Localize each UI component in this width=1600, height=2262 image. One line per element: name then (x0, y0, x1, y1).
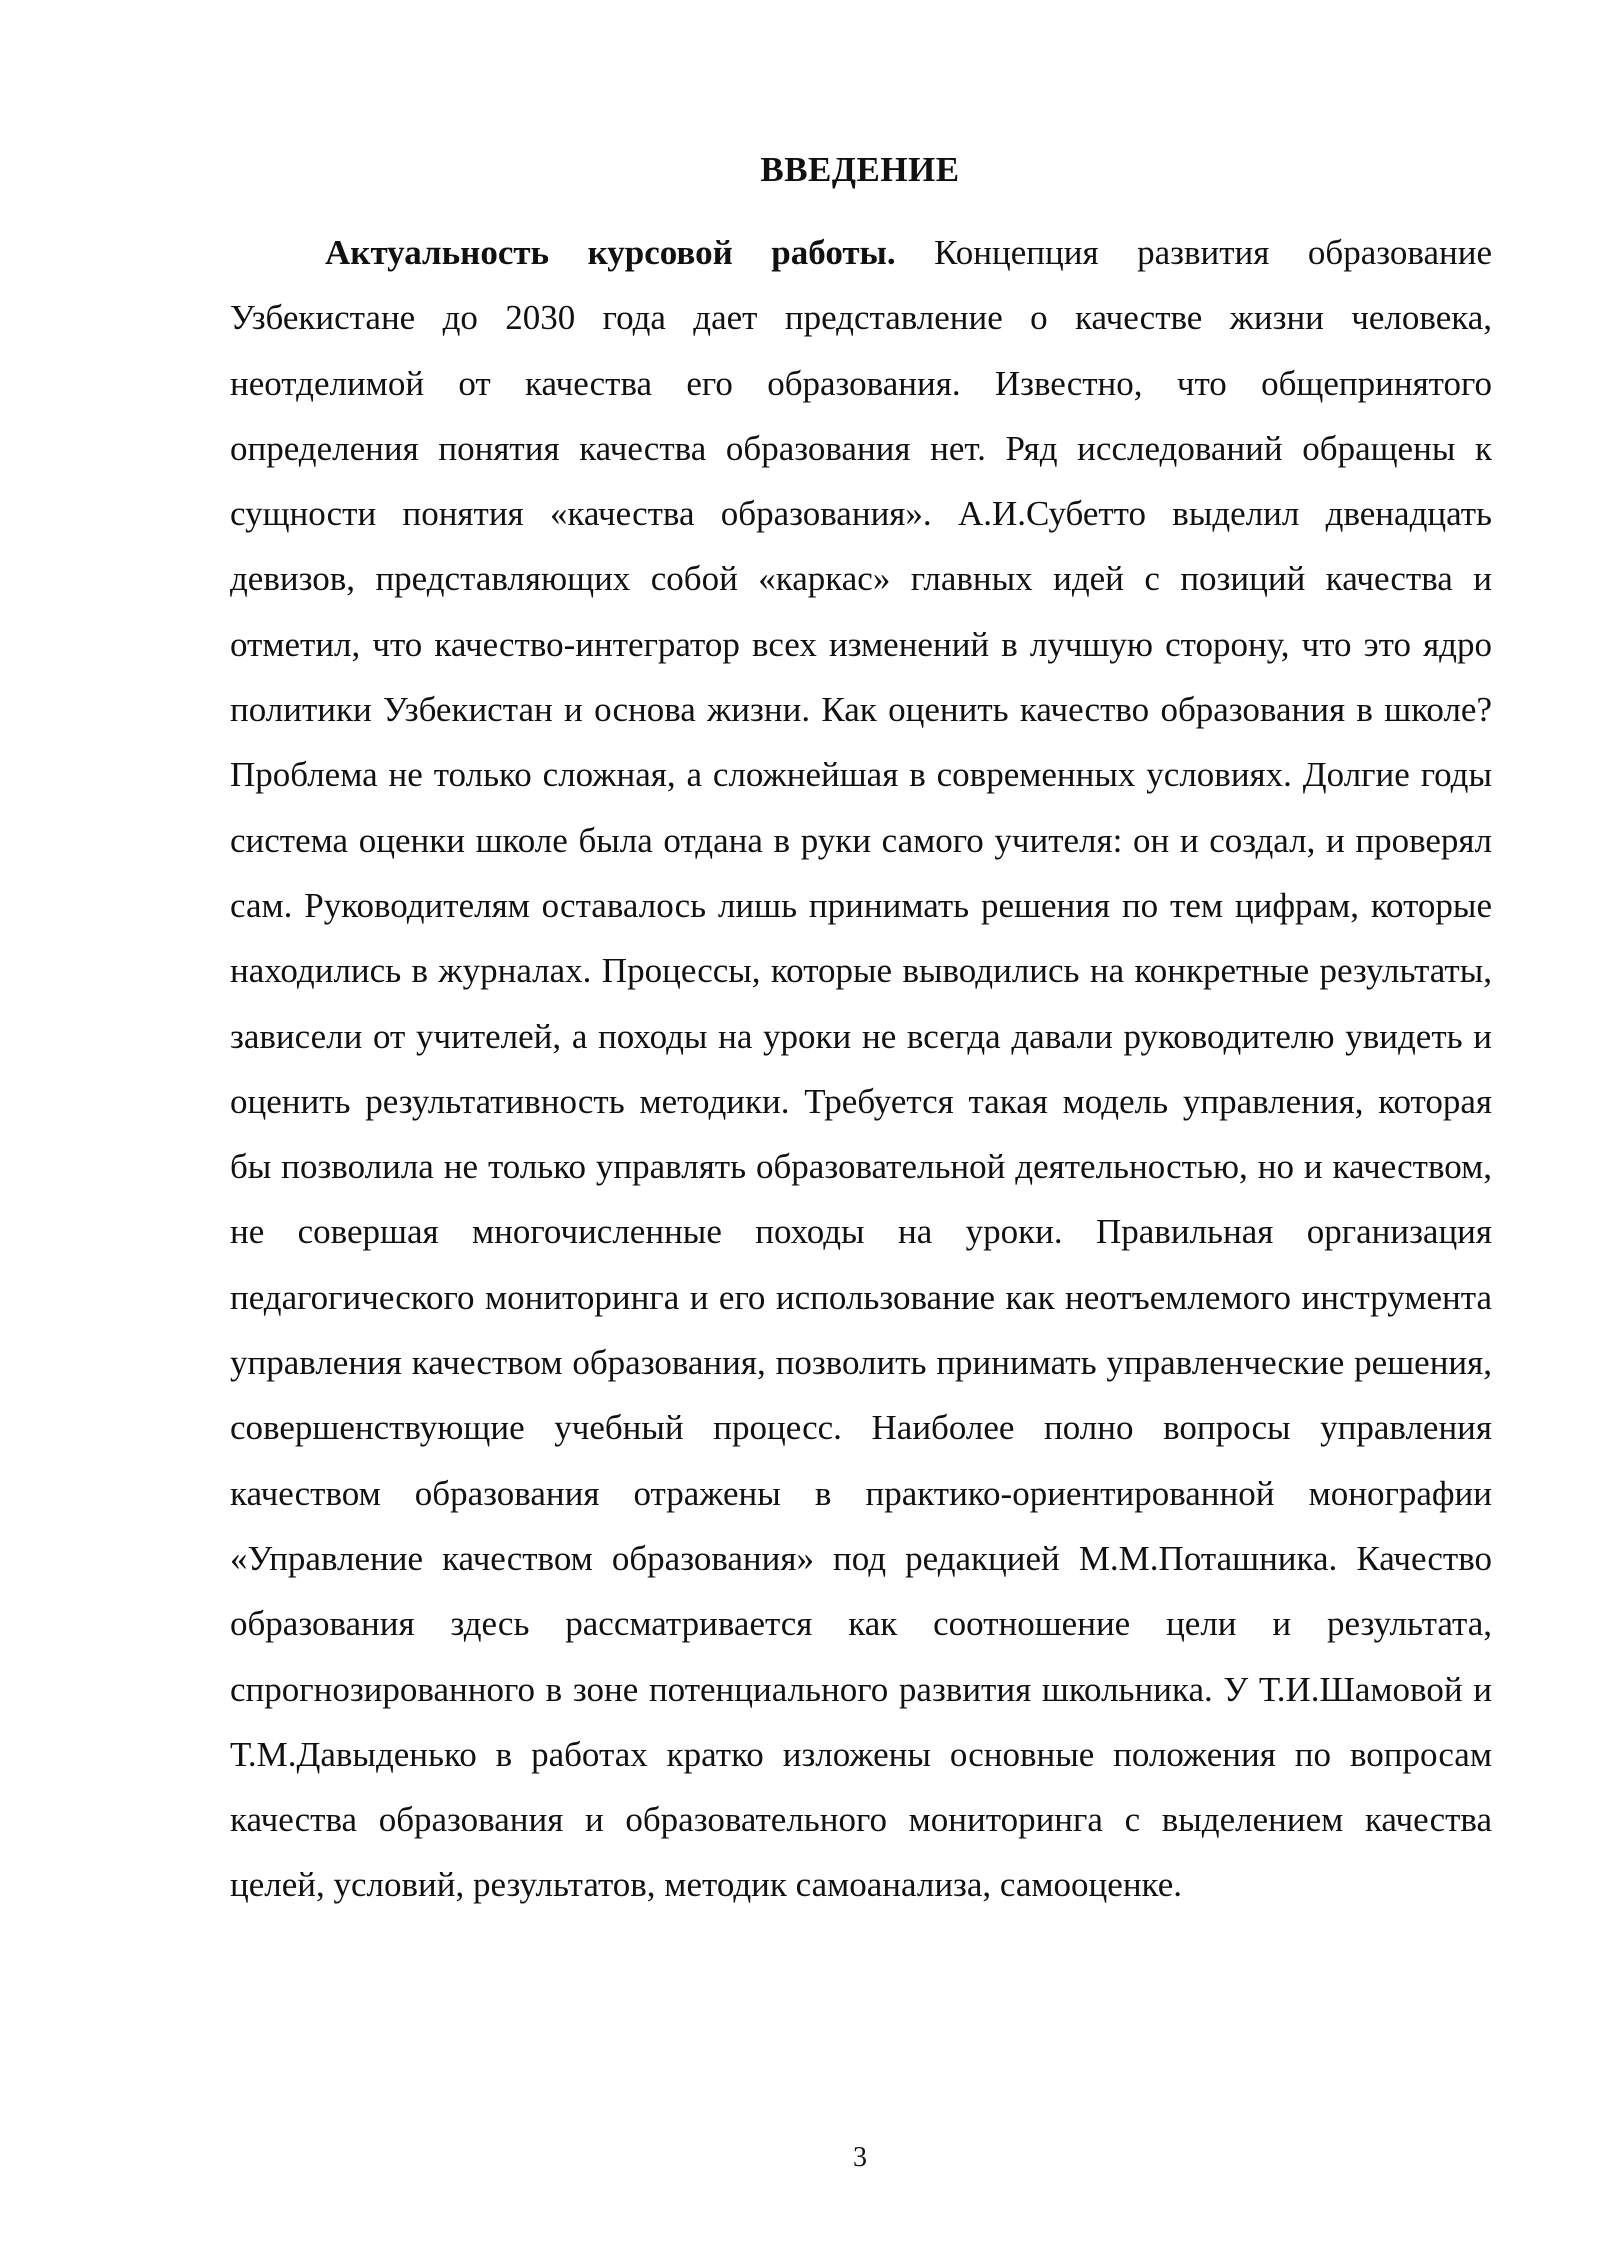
page-number: 3 (853, 2142, 867, 2173)
paragraph-lead: Актуальность курсовой работы. (325, 233, 896, 272)
body-paragraph (230, 220, 1492, 1918)
paragraph-text: Концепция развития образование Узбекистане до 2030 года дает представление о качестве жизни человека, неотделимой от качества его образования. Известно, что общепринятого определения понятия качества образования нет. Ряд исследований обращены к сущности понятия «качества образования». А.И.Субетто выделил двенадцать девизов, представляющих собой «каркас» главных идей с позиций качества и отметил, что качество-интегратор всех изменений в лучшую сторону, что это ядро политики Узбекистан и основа жизни. Как оценить качество образования в школе? Проблема не только сложная, а сложнейшая в современных условиях. Долгие годы система оценки школе была отдана в руки самого учителя: он и создал, и проверял сам. Руководителям оставалось лишь принимать решения по тем цифрам, которые находились в журналах. Процессы, которые выводились на конкретные результаты, зависели от учителей, а походы на уроки не всегда давали руководителю увидеть и оценить результативность методики. Требуется такая модель управления, которая бы позволила не только управлять образовательной деятельностью, но и качеством, не совершая многочисленные походы на уроки. Правильная организация педагогического мониторинга и его использование как неотъемлемого инструмента управления качеством образования, позволить принимать управленческие решения, совершенствующие учебный процесс. Наиболее полно вопросы управления качеством образования отражены в практико-ориентированной монографии «Управление качеством образования» под редакцией М.М.Поташника. Качество образования здесь рассматривается как соотношение цели и результата, спрогнозированного в зоне потенциального развития школьника. У Т.И.Шамовой и Т.М.Давыденько в работах кратко изложены основные положения по вопросам качества образования и образовательного мониторинга с выделением качества целей, условий, результатов, методик самоанализа, самооценке. (230, 233, 1492, 1905)
page-title: ВВЕДЕНИЕ (760, 150, 960, 189)
